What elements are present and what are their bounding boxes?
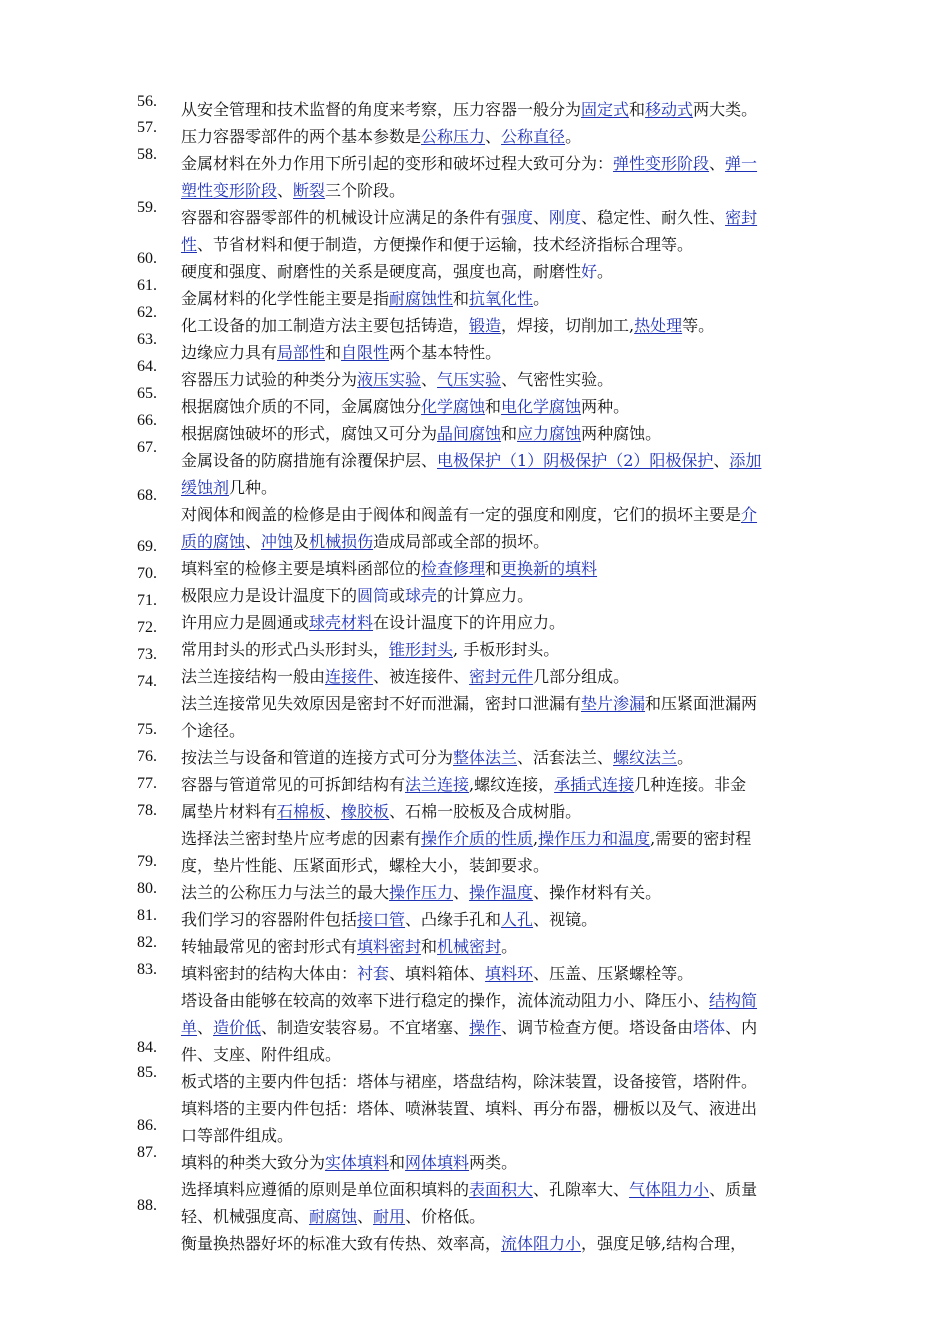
text-line xyxy=(181,690,835,717)
answer-link[interactable]: 实体填料 xyxy=(325,1153,390,1172)
text-line xyxy=(181,1176,835,1203)
question-text: 容器和容器零部件的机械设计应满足的条件有 xyxy=(181,208,502,227)
question-text: 和 xyxy=(629,100,646,119)
question-text: 边缘应力具有 xyxy=(181,343,278,362)
answer-text: 球壳 xyxy=(405,586,438,605)
answer-link[interactable]: 锻造 xyxy=(469,316,502,335)
item-number: 86. xyxy=(137,1117,157,1134)
text-line xyxy=(181,906,835,933)
answer-link[interactable]: 承插式连接 xyxy=(554,775,635,794)
answer-link[interactable]: 操作 xyxy=(469,1018,502,1037)
text-line xyxy=(181,717,835,744)
item-number: 59. xyxy=(137,199,157,216)
text-line xyxy=(181,771,835,798)
question-text: 、 xyxy=(421,370,438,389)
question-text: 、活套法兰、 xyxy=(517,748,614,767)
question-text: 、质量 xyxy=(709,1180,758,1199)
item-number: 82. xyxy=(137,934,157,951)
question-text: 或 xyxy=(389,586,406,605)
question-text: 度，垫片性能、压紧面形式，螺栓大小，装卸要求。 xyxy=(181,856,550,875)
answer-link[interactable]: 机械密封 xyxy=(437,937,502,956)
item-number: 63. xyxy=(137,331,157,348)
item-number: 67. xyxy=(137,439,157,456)
answer-link[interactable]: 添加 xyxy=(729,451,762,470)
item-number: 88. xyxy=(137,1197,157,1214)
question-text: 两类。 xyxy=(469,1153,518,1172)
question-text: 口等部件组成。 xyxy=(181,1126,294,1145)
text-line xyxy=(181,1203,835,1230)
text-line xyxy=(181,1149,835,1176)
answer-link[interactable]: 操作压力和温度 xyxy=(538,829,651,848)
answer-link[interactable]: 电化学腐蚀 xyxy=(501,397,582,416)
item-number: 70. xyxy=(137,565,157,582)
answer-link[interactable]: 密封 xyxy=(725,208,758,227)
question-text: 和 xyxy=(501,424,518,443)
answer-link[interactable]: 弹一 xyxy=(725,154,758,173)
question-text: 压力容器零部件的两个基本参数是 xyxy=(181,127,422,146)
answer-link[interactable]: 密封元件 xyxy=(469,667,534,686)
question-text: 极限应力是设计温度下的 xyxy=(181,586,358,605)
item-number: 87. xyxy=(137,1144,157,1161)
item-number: 58. xyxy=(137,146,157,163)
answer-link[interactable]: 局部性 xyxy=(277,343,326,362)
question-text: 金属材料的化学性能主要是指 xyxy=(181,289,390,308)
answer-link[interactable]: 操作温度 xyxy=(469,883,534,902)
answer-link[interactable]: 介 xyxy=(741,505,758,524)
question-text: 、 xyxy=(245,532,262,551)
question-text: 、 xyxy=(485,127,502,146)
answer-link[interactable]: 球壳材料 xyxy=(309,613,374,632)
text-line xyxy=(181,96,835,123)
text-line xyxy=(181,1014,835,1041)
answer-text: 衬套 xyxy=(357,964,390,983)
answer-link[interactable]: 塑性变形阶段 xyxy=(181,181,278,200)
text-line xyxy=(181,447,835,474)
question-text: 、 xyxy=(357,1207,374,1226)
item-number: 73. xyxy=(137,646,157,663)
answer-link[interactable]: 造价低 xyxy=(213,1018,262,1037)
answer-link[interactable]: 断裂 xyxy=(293,181,326,200)
question-text: 、石棉一胶板及合成树脂。 xyxy=(389,802,582,821)
answer-link[interactable]: 填料环 xyxy=(485,964,534,983)
question-text: 、内 xyxy=(725,1018,758,1037)
question-text: 件、支座、附件组成。 xyxy=(181,1045,342,1064)
item-number: 62. xyxy=(137,304,157,321)
text-line xyxy=(181,312,835,339)
answer-link[interactable]: 网体填料 xyxy=(405,1153,470,1172)
question-text: 法兰连接常见失效原因是密封不好而泄漏，密封口泄漏有 xyxy=(181,694,582,713)
question-text: 金属设备的防腐措施有涂覆保护层、 xyxy=(181,451,438,470)
item-number: 74. xyxy=(137,673,157,690)
item-number: 79. xyxy=(137,853,157,870)
item-number: 66. xyxy=(137,412,157,429)
question-text: 法兰连接结构一般由 xyxy=(181,667,326,686)
item-number: 81. xyxy=(137,907,157,924)
item-number: 69. xyxy=(137,538,157,555)
question-text: 金属材料在外力作用下所引起的变形和破坏过程大致可分为： xyxy=(181,154,614,173)
question-text: 、 xyxy=(453,883,470,902)
question-text: 。 xyxy=(501,937,518,956)
question-text: ,需要的密封程 xyxy=(650,829,752,848)
question-text: 衡量换热器好坏的标准大致有传热、效率高， xyxy=(181,1234,502,1253)
question-text: 根据腐蚀破坏的形式，腐蚀又可分为 xyxy=(181,424,438,443)
question-text: 、视镜。 xyxy=(533,910,598,929)
item-number: 75. xyxy=(137,721,157,738)
question-text: 和 xyxy=(485,559,502,578)
answer-link[interactable]: 整体法兰 xyxy=(453,748,518,767)
answer-link[interactable]: 性 xyxy=(181,235,198,254)
text-line xyxy=(181,339,835,366)
question-text: , 手板形封头。 xyxy=(453,640,560,659)
question-text: 化工设备的加工制造方法主要包括铸造， xyxy=(181,316,470,335)
question-text: ，焊接，切削加工, xyxy=(501,316,635,335)
question-text: 、气密性实验。 xyxy=(501,370,614,389)
text-line xyxy=(181,177,835,204)
question-text: 根据腐蚀介质的不同，金属腐蚀分 xyxy=(181,397,422,416)
question-text: 几种连接。非金 xyxy=(634,775,747,794)
text-line xyxy=(181,609,835,636)
text-line xyxy=(181,1068,835,1095)
answer-link[interactable]: 流体阻力小 xyxy=(501,1234,582,1253)
text-line xyxy=(181,258,835,285)
text-line xyxy=(181,960,835,987)
answer-link[interactable]: 气体阻力小 xyxy=(629,1180,710,1199)
answer-text: 塔体 xyxy=(693,1018,726,1037)
question-text: 两个基本特性。 xyxy=(389,343,502,362)
question-text: 、 xyxy=(277,181,294,200)
question-text: 。 xyxy=(677,748,694,767)
question-text: 几种。 xyxy=(229,478,278,497)
answer-link[interactable]: 移动式 xyxy=(645,100,694,119)
answer-link[interactable]: 电极保护（1）阴极保护（2）阳极保护 xyxy=(437,451,714,470)
answer-link[interactable]: 橡胶板 xyxy=(341,802,390,821)
answer-link[interactable]: 表面积大 xyxy=(469,1180,534,1199)
question-text: 和 xyxy=(421,937,438,956)
question-text: 。 xyxy=(565,127,582,146)
text-line xyxy=(181,1095,835,1122)
question-text: 、价格低。 xyxy=(405,1207,486,1226)
answer-link[interactable]: 操作介质的性质 xyxy=(421,829,534,848)
answer-link[interactable]: 石棉板 xyxy=(277,802,326,821)
text-line xyxy=(181,204,835,231)
text-line xyxy=(181,420,835,447)
item-number: 78. xyxy=(137,802,157,819)
text-line xyxy=(181,636,835,663)
text-line xyxy=(181,825,835,852)
item-number: 76. xyxy=(137,748,157,765)
text-line xyxy=(181,744,835,771)
answer-link[interactable]: 化学腐蚀 xyxy=(421,397,486,416)
item-number: 77. xyxy=(137,775,157,792)
question-text: 、 xyxy=(533,208,550,227)
question-text: 、制造安装容易。不宜堵塞、 xyxy=(261,1018,470,1037)
text-line xyxy=(181,987,835,1014)
question-text: 对阀体和阀盖的检修是由于阀体和阀盖有一定的强度和刚度，它们的损坏主要是 xyxy=(181,505,742,524)
item-number: 84. xyxy=(137,1039,157,1056)
item-number: 80. xyxy=(137,880,157,897)
answer-link[interactable]: 抗氧化性 xyxy=(469,289,534,308)
question-text: 的计算应力。 xyxy=(437,586,534,605)
text-line xyxy=(181,852,835,879)
item-number: 71. xyxy=(137,592,157,609)
question-text: 在设计温度下的许用应力。 xyxy=(373,613,566,632)
answer-link[interactable]: 冲蚀 xyxy=(261,532,294,551)
item-number: 85. xyxy=(137,1064,157,1081)
answer-link[interactable]: 机械损伤 xyxy=(309,532,374,551)
answer-link[interactable]: 弹性变形阶段 xyxy=(613,154,710,173)
question-text: 、 xyxy=(197,1018,214,1037)
answer-text: 刚度 xyxy=(549,208,582,227)
text-line xyxy=(181,879,835,906)
answer-link[interactable]: 自限性 xyxy=(341,343,390,362)
question-text: 按法兰与设备和管道的连接方式可分为 xyxy=(181,748,454,767)
question-text: 和 xyxy=(389,1153,406,1172)
answer-link[interactable]: 热处理 xyxy=(634,316,683,335)
question-text: 硬度和强度、耐磨性的关系是硬度高，强度也高，耐磨性 xyxy=(181,262,582,281)
answer-link[interactable]: 垫片渗漏 xyxy=(581,694,646,713)
text-line xyxy=(181,1122,835,1149)
question-text: 容器压力试验的种类分为 xyxy=(181,370,358,389)
answer-link[interactable]: 液压实验 xyxy=(357,370,422,389)
question-text: 、被连接件、 xyxy=(373,667,470,686)
answer-link[interactable]: 更换新的填料 xyxy=(501,559,598,578)
item-number: 68. xyxy=(137,487,157,504)
text-line xyxy=(181,474,835,501)
text-line xyxy=(181,501,835,528)
question-text: 常用封头的形式凸头形封头， xyxy=(181,640,390,659)
question-text: 、调节检查方便。塔设备由 xyxy=(501,1018,694,1037)
text-line xyxy=(181,1230,835,1257)
answer-link[interactable]: 质的腐蚀 xyxy=(181,532,246,551)
question-text: 。 xyxy=(597,262,614,281)
question-text: 和 xyxy=(485,397,502,416)
question-text: 选择法兰密封垫片应考虑的因素有 xyxy=(181,829,422,848)
text-line xyxy=(181,663,835,690)
item-number: 83. xyxy=(137,961,157,978)
question-text: 选择填料应遵循的原则是单位面积填料的 xyxy=(181,1180,470,1199)
text-line xyxy=(181,582,835,609)
answer-link[interactable]: 螺纹法兰 xyxy=(613,748,678,767)
question-text: 填料室的检修主要是填料函部位的 xyxy=(181,559,422,578)
question-text: 板式塔的主要内件包括：塔体与裙座，塔盘结构，除沫装置，设备接管，塔附件。 xyxy=(181,1072,758,1091)
question-text: 许用应力是圆通或 xyxy=(181,613,310,632)
question-text: ,螺纹连接， xyxy=(469,775,555,794)
item-number: 64. xyxy=(137,358,157,375)
question-text: 个途径。 xyxy=(181,721,246,740)
answer-text: 好 xyxy=(581,262,598,281)
question-text: 两大类。 xyxy=(693,100,758,119)
question-text: 、 xyxy=(325,802,342,821)
question-text: 。 xyxy=(533,289,550,308)
question-text: 、节省材料和便于制造，方便操作和便于运输，技术经济指标合理等。 xyxy=(197,235,694,254)
question-text: 从安全管理和技术监督的角度来考察，压力容器一般分为 xyxy=(181,100,582,119)
text-line xyxy=(181,150,835,177)
answer-link[interactable]: 晶间腐蚀 xyxy=(437,424,502,443)
answer-link[interactable]: 单 xyxy=(181,1018,198,1037)
answer-link[interactable]: 耐腐蚀性 xyxy=(389,289,454,308)
answer-link[interactable]: 耐腐蚀 xyxy=(309,1207,358,1226)
answer-link[interactable]: 接口管 xyxy=(357,910,406,929)
question-text: 法兰的公称压力与法兰的最大 xyxy=(181,883,390,902)
answer-link[interactable]: 连接件 xyxy=(325,667,374,686)
answer-link[interactable]: 缓蚀剂 xyxy=(181,478,230,497)
item-number: 60. xyxy=(137,250,157,267)
question-text: 轻、机械强度高、 xyxy=(181,1207,310,1226)
answer-text: 强度 xyxy=(501,208,534,227)
question-text: 填料塔的主要内件包括：塔体、喷淋装置、填料、再分布器，栅板以及气、液进出 xyxy=(181,1099,758,1118)
answer-link[interactable]: 填料密封 xyxy=(357,937,422,956)
answer-link[interactable]: 应力腐蚀 xyxy=(517,424,582,443)
text-line xyxy=(181,555,835,582)
question-text: 两种腐蚀。 xyxy=(581,424,662,443)
question-text: 、压盖、压紧螺栓等。 xyxy=(533,964,694,983)
item-number: 72. xyxy=(137,619,157,636)
question-text: 和 xyxy=(325,343,342,362)
question-text: ，强度足够,结构合理， xyxy=(581,1234,747,1253)
question-text: 两种。 xyxy=(581,397,630,416)
answer-text: 圆筒 xyxy=(357,586,390,605)
question-text: 容器与管道常见的可拆卸结构有 xyxy=(181,775,406,794)
question-text: 、 xyxy=(709,154,726,173)
question-text: 等。 xyxy=(682,316,715,335)
text-line xyxy=(181,933,835,960)
item-number: 56. xyxy=(137,93,157,110)
text-line xyxy=(181,285,835,312)
question-text: 几部分组成。 xyxy=(533,667,630,686)
answer-link[interactable]: 公称直径 xyxy=(501,127,566,146)
question-text: 我们学习的容器附件包括 xyxy=(181,910,358,929)
text-line xyxy=(181,528,835,555)
question-text: 、填料箱体、 xyxy=(389,964,486,983)
question-text: 、凸缘手孔和 xyxy=(405,910,502,929)
text-line xyxy=(181,231,835,258)
question-text: 属垫片材料有 xyxy=(181,802,278,821)
answer-link[interactable]: 耐用 xyxy=(373,1207,406,1226)
question-text: 和压紧面泄漏两 xyxy=(645,694,758,713)
item-number: 65. xyxy=(137,385,157,402)
question-text: 填料密封的结构大体由： xyxy=(181,964,358,983)
answer-link[interactable]: 法兰连接 xyxy=(405,775,470,794)
text-line xyxy=(181,123,835,150)
item-number: 57. xyxy=(137,119,157,136)
question-text: 、稳定性、耐久性、 xyxy=(581,208,726,227)
question-text: 、 xyxy=(713,451,730,470)
item-number: 61. xyxy=(137,277,157,294)
answer-link[interactable]: 操作压力 xyxy=(389,883,454,902)
answer-link[interactable]: 人孔 xyxy=(501,910,534,929)
question-text: 三个阶段。 xyxy=(325,181,406,200)
question-text: 造成局部或全部的损坏。 xyxy=(373,532,550,551)
answer-link[interactable]: 气压实验 xyxy=(437,370,502,389)
question-text: 填料的种类大致分为 xyxy=(181,1153,326,1172)
question-text: 转轴最常见的密封形式有 xyxy=(181,937,358,956)
question-text: 及 xyxy=(293,532,310,551)
answer-link[interactable]: 公称压力 xyxy=(421,127,486,146)
text-line xyxy=(181,393,835,420)
text-line xyxy=(181,1041,835,1068)
question-text: 塔设备由能够在较高的效率下进行稳定的操作，流体流动阻力小、降压小、 xyxy=(181,991,710,1010)
text-line xyxy=(181,366,835,393)
question-text: 、操作材料有关。 xyxy=(533,883,662,902)
question-text: , xyxy=(533,829,539,848)
answer-link[interactable]: 结构简 xyxy=(709,991,758,1010)
answer-link[interactable]: 固定式 xyxy=(581,100,630,119)
question-text: 、孔隙率大、 xyxy=(533,1180,630,1199)
question-text: 和 xyxy=(453,289,470,308)
text-line xyxy=(181,798,835,825)
answer-link[interactable]: 检查修理 xyxy=(421,559,486,578)
answer-link[interactable]: 锥形封头 xyxy=(389,640,454,659)
